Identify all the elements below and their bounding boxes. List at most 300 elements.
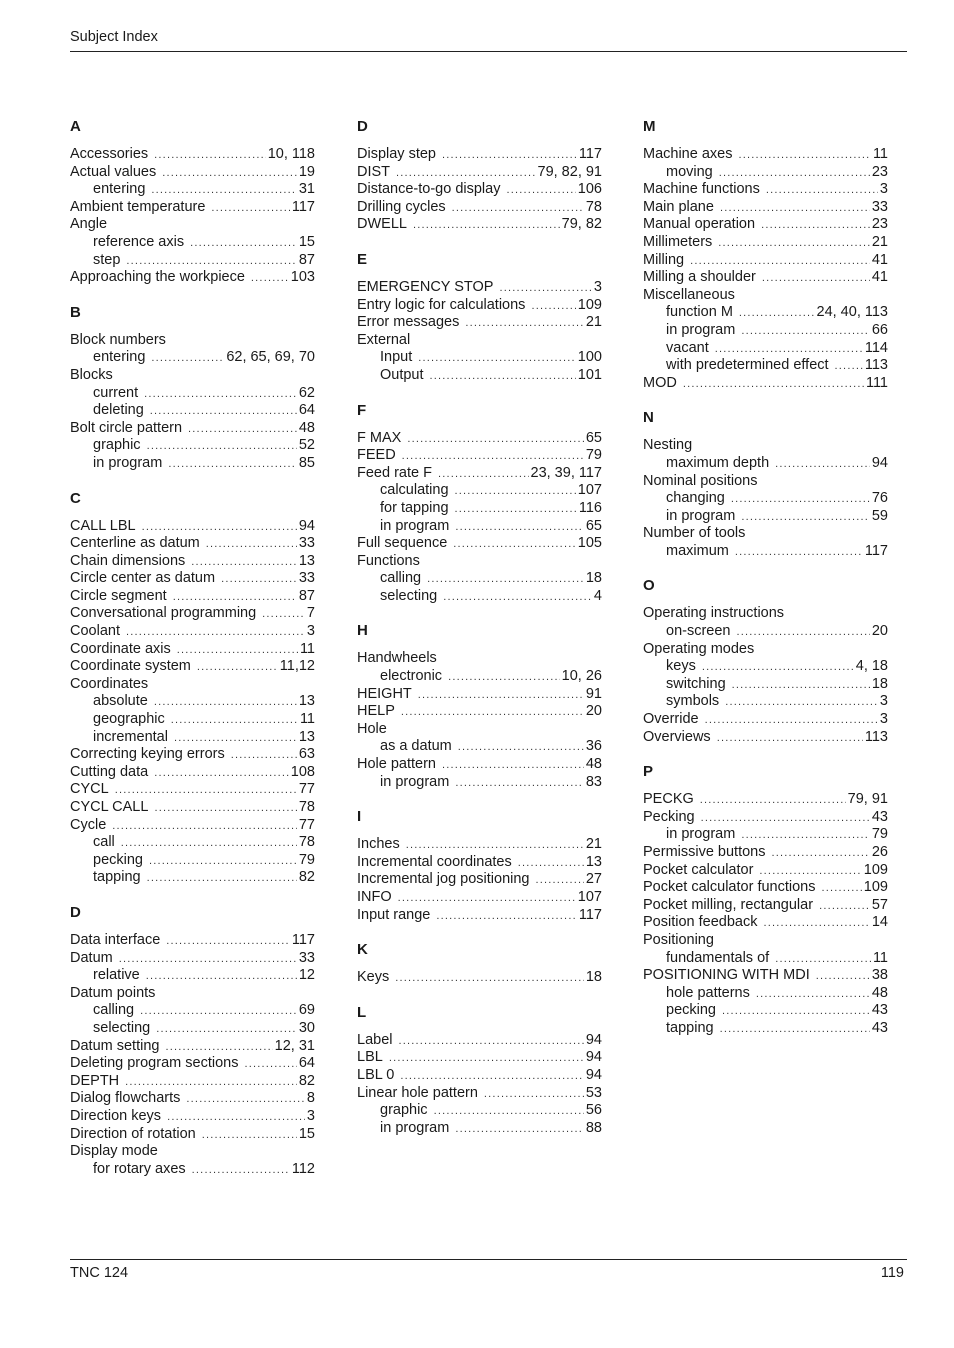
index-subentry xyxy=(357,482,602,500)
entry-term: incremental xyxy=(93,728,168,745)
entry-term: reference axis xyxy=(93,233,185,250)
entry-page-ref: 3 xyxy=(306,623,315,640)
entry-term: Operating modes xyxy=(643,640,755,657)
index-subentry xyxy=(357,738,602,756)
index-entry xyxy=(70,932,315,950)
header-rule xyxy=(70,51,907,52)
entry-term: in program xyxy=(380,773,450,790)
index-subentry xyxy=(70,385,315,403)
entry-page-ref: 94 xyxy=(871,454,888,471)
entry-term: HEIGHT xyxy=(357,685,412,702)
dot-leader xyxy=(455,1121,584,1138)
index-entry xyxy=(643,897,888,915)
entry-term: switching xyxy=(666,675,726,692)
index-subentry xyxy=(643,543,888,561)
entry-page-ref: 30 xyxy=(298,1019,315,1036)
entry-term: HELP xyxy=(357,703,395,720)
index-subentry xyxy=(70,402,315,420)
dot-leader xyxy=(126,253,296,270)
dot-leader xyxy=(206,536,297,553)
index-section xyxy=(357,251,602,385)
entry-page-ref: 12 xyxy=(298,967,315,984)
index-entry xyxy=(643,199,888,217)
dot-leader xyxy=(443,589,592,606)
entry-term: Input range xyxy=(357,906,431,923)
index-entry xyxy=(357,969,602,987)
entry-page-ref: 62 xyxy=(298,384,315,401)
index-subentry xyxy=(70,967,315,985)
entry-page-ref: 23 xyxy=(871,216,888,233)
dot-leader xyxy=(262,606,305,623)
entry-term: FEED xyxy=(357,447,396,464)
index-entry xyxy=(70,1055,315,1073)
index-entry xyxy=(357,181,602,199)
entry-term: pecking xyxy=(666,1002,716,1019)
entry-term: Hole pattern xyxy=(357,756,436,773)
index-entry xyxy=(70,164,315,182)
index-entry xyxy=(70,746,315,764)
index-entry xyxy=(357,650,602,668)
index-entry xyxy=(70,1126,315,1144)
dot-leader xyxy=(174,730,297,747)
dot-leader xyxy=(413,217,560,234)
entry-page-ref: 31 xyxy=(298,181,315,198)
index-entry xyxy=(70,199,315,217)
entry-term: Functions xyxy=(357,552,420,569)
entry-term: entering xyxy=(93,349,146,366)
index-entry xyxy=(357,146,602,164)
dot-leader xyxy=(455,775,584,792)
entry-term: calling xyxy=(93,1002,135,1019)
entry-page-ref: 13 xyxy=(298,693,315,710)
index-section xyxy=(357,622,602,791)
index-entry xyxy=(357,907,602,925)
entry-page-ref: 10, 118 xyxy=(267,146,315,162)
entry-page-ref: 3 xyxy=(593,278,602,295)
index-subentry xyxy=(643,985,888,1003)
dot-leader xyxy=(142,519,297,536)
entry-term: Datum xyxy=(70,949,113,966)
index-entry xyxy=(357,686,602,704)
entry-page-ref: 11 xyxy=(299,640,315,657)
dot-leader xyxy=(436,908,577,925)
index-entry xyxy=(643,287,888,305)
entry-term: Pocket milling, rectangular xyxy=(643,896,814,913)
entry-page-ref: 18 xyxy=(585,969,602,986)
index-subentry xyxy=(70,711,315,729)
entry-page-ref: 105 xyxy=(577,535,602,552)
entry-page-ref: 91 xyxy=(585,685,602,702)
dot-leader xyxy=(401,704,584,721)
entry-page-ref: 7 xyxy=(306,605,315,622)
entry-term: Position feedback xyxy=(643,914,758,931)
entry-page-ref: 33 xyxy=(298,535,315,552)
dot-leader xyxy=(442,757,584,774)
dot-leader xyxy=(192,1162,290,1179)
dot-leader xyxy=(715,341,863,358)
index-entry xyxy=(357,297,602,315)
entry-term: EMERGENCY STOP xyxy=(357,278,494,295)
entry-page-ref: 78 xyxy=(585,198,602,215)
entry-term: graphic xyxy=(380,1102,428,1119)
entry-term: Milling xyxy=(643,251,685,268)
index-section xyxy=(70,118,315,287)
entry-term: POSITIONING WITH MDI xyxy=(643,967,810,984)
entry-page-ref: 15 xyxy=(298,233,315,250)
dot-leader xyxy=(499,280,591,297)
entry-page-ref: 27 xyxy=(585,871,602,888)
index-entry xyxy=(70,1108,315,1126)
entry-term: MOD xyxy=(643,374,677,391)
dot-leader xyxy=(717,730,863,747)
entry-page-ref: 94 xyxy=(585,1066,602,1083)
entry-term: Display mode xyxy=(70,1143,158,1160)
entry-term: deleting xyxy=(93,402,144,419)
entry-term: Incremental coordinates xyxy=(357,853,512,870)
section-letter: A xyxy=(70,118,81,135)
dot-leader xyxy=(701,810,870,827)
dot-leader xyxy=(442,147,577,164)
section-letter: D xyxy=(70,903,81,921)
entry-term: Inches xyxy=(357,836,400,853)
index-entry xyxy=(643,914,888,932)
entry-page-ref: 23 xyxy=(871,163,888,180)
index-entry xyxy=(643,269,888,287)
index-entry xyxy=(643,234,888,252)
index-subentry xyxy=(357,570,602,588)
index-entry xyxy=(357,756,602,774)
index-entry xyxy=(70,367,315,385)
entry-page-ref: 18 xyxy=(871,675,888,692)
entry-page-ref: 117 xyxy=(578,906,602,923)
entry-term: in program xyxy=(666,321,736,338)
entry-term: step xyxy=(93,251,121,268)
index-subentry xyxy=(643,950,888,968)
entry-page-ref: 63 xyxy=(298,746,315,763)
entry-term: Nesting xyxy=(643,437,693,454)
entry-term: Keys xyxy=(357,969,390,986)
entry-page-ref: 53 xyxy=(585,1084,602,1101)
entry-page-ref: 3 xyxy=(879,181,888,198)
entry-page-ref: 11 xyxy=(872,949,888,966)
index-subentry xyxy=(357,367,602,385)
dot-leader xyxy=(112,818,297,835)
index-subentry xyxy=(70,869,315,887)
entry-term: Coordinate axis xyxy=(70,640,171,657)
dot-leader xyxy=(167,1109,305,1126)
section-letter: C xyxy=(70,489,81,507)
index-entry xyxy=(70,605,315,623)
index-subentry xyxy=(70,852,315,870)
index-entry xyxy=(643,932,888,950)
index-subentry xyxy=(643,304,888,322)
section-letter: N xyxy=(643,409,654,427)
entry-term: Block numbers xyxy=(70,331,166,348)
entry-page-ref: 94 xyxy=(585,1031,602,1048)
entry-page-ref: 43 xyxy=(871,1019,888,1036)
entry-term: call xyxy=(93,834,115,851)
dot-leader xyxy=(448,669,560,686)
dot-leader xyxy=(741,323,870,340)
index-subentry xyxy=(643,826,888,844)
dot-leader xyxy=(683,376,864,393)
entry-page-ref: 52 xyxy=(298,437,315,454)
entry-page-ref: 43 xyxy=(871,808,888,825)
index-entry xyxy=(70,641,315,659)
entry-page-ref: 41 xyxy=(871,251,888,268)
dot-leader xyxy=(732,677,870,694)
index-subentry xyxy=(357,668,602,686)
entry-term: Feed rate F xyxy=(357,464,432,481)
index-entry xyxy=(70,1090,315,1108)
index-section xyxy=(643,409,888,560)
index-entry xyxy=(357,535,602,553)
index-entry xyxy=(70,817,315,835)
dot-leader xyxy=(455,501,577,518)
entry-page-ref: 3 xyxy=(879,711,888,728)
entry-term: External xyxy=(357,331,411,348)
entry-page-ref: 111 xyxy=(865,374,888,391)
dot-leader xyxy=(453,536,576,553)
entry-term: Deleting program sections xyxy=(70,1055,239,1072)
dot-leader xyxy=(702,659,854,676)
dot-leader xyxy=(700,792,846,809)
section-letter: B xyxy=(70,303,81,321)
entry-term: Chain dimensions xyxy=(70,552,186,569)
entry-page-ref: 48 xyxy=(298,419,315,436)
section-letter: H xyxy=(357,622,368,640)
index-entry xyxy=(643,375,888,393)
index-entry xyxy=(70,1073,315,1091)
entry-page-ref: 100 xyxy=(577,349,602,366)
entry-page-ref: 103 xyxy=(290,269,315,286)
entry-term: in program xyxy=(380,1119,450,1136)
entry-term: Cycle xyxy=(70,816,107,833)
index-entry xyxy=(70,985,315,1003)
dot-leader xyxy=(162,165,297,182)
dot-leader xyxy=(772,845,870,862)
entry-term: Main plane xyxy=(643,198,714,215)
entry-term: electronic xyxy=(380,668,443,685)
index-section xyxy=(70,304,315,473)
entry-page-ref: 11,12 xyxy=(279,658,315,675)
index-subentry xyxy=(70,455,315,473)
index-entry xyxy=(643,967,888,985)
entry-term: fundamentals of xyxy=(666,949,770,966)
entry-term: maximum depth xyxy=(666,454,770,471)
index-subentry xyxy=(70,252,315,270)
entry-term: CYCL xyxy=(70,781,109,798)
section-letter: I xyxy=(357,808,362,826)
entry-term: Drilling cycles xyxy=(357,198,446,215)
index-entry xyxy=(70,658,315,676)
index-subentry xyxy=(357,349,602,367)
entry-page-ref: 114 xyxy=(864,339,888,356)
entry-page-ref: 77 xyxy=(298,781,315,798)
index-section xyxy=(357,941,602,987)
entry-term: Override xyxy=(643,711,699,728)
dot-leader xyxy=(147,438,297,455)
index-entry xyxy=(357,279,602,297)
dot-leader xyxy=(739,305,815,322)
entry-term: Ambient temperature xyxy=(70,198,206,215)
entry-term: moving xyxy=(666,163,713,180)
entry-term: INFO xyxy=(357,889,392,905)
entry-term: Pocket calculator functions xyxy=(643,879,816,896)
entry-term: hole patterns xyxy=(666,984,750,1001)
footer-page-number: 119 xyxy=(880,1265,904,1281)
index-subentry xyxy=(70,437,315,455)
entry-term: relative xyxy=(93,967,140,984)
footer-manual-name: TNC 124 xyxy=(70,1265,129,1281)
index-column-1 xyxy=(70,118,315,1195)
entry-term: Number of tools xyxy=(643,525,746,542)
entry-page-ref: 79 xyxy=(298,851,315,868)
dot-leader xyxy=(406,837,584,854)
entry-term: on-screen xyxy=(666,623,731,640)
dot-leader xyxy=(121,835,297,852)
entry-page-ref: 79, 82 xyxy=(561,216,602,233)
entry-page-ref: 13 xyxy=(298,728,315,745)
index-subentry xyxy=(643,1020,888,1038)
entry-page-ref: 109 xyxy=(863,861,888,878)
entry-page-ref: 107 xyxy=(577,482,602,499)
dot-leader xyxy=(506,182,575,199)
index-subentry xyxy=(643,658,888,676)
index-section xyxy=(357,1004,602,1138)
entry-term: Milling a shoulder xyxy=(643,269,756,286)
index-entry xyxy=(357,703,602,721)
dot-leader xyxy=(126,624,305,641)
entry-page-ref: 20 xyxy=(871,623,888,640)
dot-leader xyxy=(149,853,297,870)
entry-page-ref: 15 xyxy=(298,1125,315,1142)
entry-term: Coordinate system xyxy=(70,658,191,675)
entry-term: as a datum xyxy=(380,738,452,755)
index-entry xyxy=(70,623,315,641)
dot-leader xyxy=(400,1068,584,1085)
dot-leader xyxy=(150,403,297,420)
dot-leader xyxy=(140,1003,297,1020)
dot-leader xyxy=(518,855,584,872)
entry-page-ref: 23, 39, 117 xyxy=(530,464,602,481)
index-subentry xyxy=(357,518,602,536)
dot-leader xyxy=(146,968,297,985)
index-entry xyxy=(70,553,315,571)
entry-page-ref: 43 xyxy=(871,1002,888,1019)
dot-leader xyxy=(690,253,870,270)
index-entry xyxy=(70,799,315,817)
entry-page-ref: 94 xyxy=(298,517,315,534)
entry-term: Cutting data xyxy=(70,763,149,780)
entry-term: Approaching the workpiece xyxy=(70,269,245,286)
entry-term: changing xyxy=(666,490,725,507)
index-subentry xyxy=(643,1002,888,1020)
index-subentry xyxy=(70,1020,315,1038)
entry-page-ref: 26 xyxy=(871,844,888,860)
index-entry xyxy=(643,729,888,747)
dot-leader xyxy=(725,694,878,711)
entry-term: Centerline as datum xyxy=(70,535,200,552)
dot-leader xyxy=(202,1127,297,1144)
entry-page-ref: 4, 18 xyxy=(855,658,888,675)
section-letter: E xyxy=(357,250,368,268)
entry-term: calculating xyxy=(380,482,449,499)
dot-leader xyxy=(171,712,298,729)
entry-page-ref: 85 xyxy=(298,454,315,471)
entry-term: LBL xyxy=(357,1049,383,1066)
index-entry xyxy=(643,146,888,164)
dot-leader xyxy=(762,270,870,287)
dot-leader xyxy=(395,970,584,987)
dot-leader xyxy=(177,642,298,659)
entry-term: Positioning xyxy=(643,931,714,948)
entry-page-ref: 65 xyxy=(585,429,602,446)
dot-leader xyxy=(407,431,584,448)
entry-term: vacant xyxy=(666,339,709,356)
index-entry xyxy=(643,605,888,623)
entry-page-ref: 24, 40, 113 xyxy=(816,304,888,321)
index-entry xyxy=(643,711,888,729)
entry-page-ref: 21 xyxy=(585,314,602,331)
index-subentry xyxy=(643,357,888,375)
entry-page-ref: 82 xyxy=(298,869,315,886)
entry-term: in program xyxy=(666,507,736,524)
entry-page-ref: 87 xyxy=(298,587,315,604)
entry-term: F MAX xyxy=(357,429,402,446)
entry-page-ref: 79, 82, 91 xyxy=(537,163,602,180)
dot-leader xyxy=(398,1033,583,1050)
entry-term: Angle xyxy=(70,216,108,233)
entry-page-ref: 106 xyxy=(577,181,602,198)
entry-page-ref: 87 xyxy=(298,251,315,268)
entry-term: entering xyxy=(93,181,146,198)
entry-term: keys xyxy=(666,658,696,675)
entry-page-ref: 62, 65, 69, 70 xyxy=(226,349,315,366)
entry-term: for tapping xyxy=(380,499,449,516)
dot-leader xyxy=(741,827,870,844)
dot-leader xyxy=(735,544,863,561)
entry-page-ref: 117 xyxy=(291,198,315,215)
section-letter: D xyxy=(357,118,368,135)
entry-term: Distance-to-go display xyxy=(357,181,501,198)
dot-leader xyxy=(458,739,584,756)
index-subentry xyxy=(70,181,315,199)
entry-term: current xyxy=(93,384,139,401)
entry-term: LBL 0 xyxy=(357,1066,395,1083)
index-entry xyxy=(643,879,888,897)
entry-term: Millimeters xyxy=(643,233,713,250)
dot-leader xyxy=(144,386,297,403)
index-subentry xyxy=(643,490,888,508)
index-subentry xyxy=(643,693,888,711)
entry-page-ref: 113 xyxy=(864,357,888,374)
entry-page-ref: 3 xyxy=(879,693,888,710)
dot-leader xyxy=(251,270,289,287)
entry-page-ref: 113 xyxy=(864,728,888,745)
index-entry xyxy=(357,1032,602,1050)
index-entry xyxy=(70,1143,315,1161)
entry-page-ref: 117 xyxy=(864,542,888,559)
entry-term: Coolant xyxy=(70,623,120,640)
index-section xyxy=(357,118,602,234)
entry-page-ref: 33 xyxy=(298,949,315,966)
index-entry xyxy=(643,791,888,809)
page-header-title: Subject Index xyxy=(70,29,158,45)
entry-term: tapping xyxy=(93,869,141,886)
entry-term: calling xyxy=(380,570,422,587)
dot-leader xyxy=(418,350,576,367)
